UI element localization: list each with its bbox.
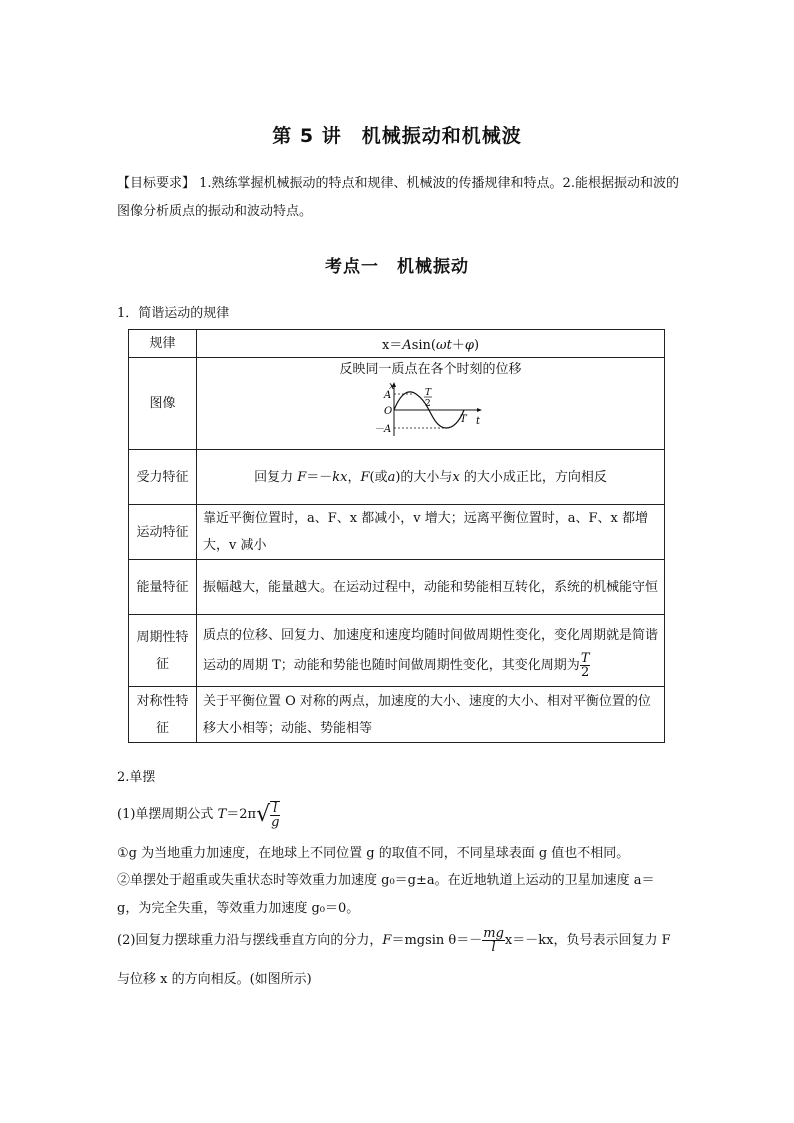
force-a: a [387, 469, 396, 485]
table-row-law [129, 330, 665, 358]
force-text-c: ， [347, 469, 361, 485]
shm-formula [197, 330, 665, 358]
formula-end: ) [473, 338, 480, 353]
graph-label-A: A [383, 390, 391, 401]
shm-graph [373, 381, 486, 440]
table-row-motion [129, 505, 665, 560]
table-row-symmetry [129, 687, 665, 743]
graph-label-t: t [475, 416, 480, 427]
formula-amplitude: A [402, 338, 412, 353]
table-row-force [129, 450, 665, 505]
pendulum-period-formula [117, 798, 682, 832]
pendulum-note-2a: ②单摆处于超重或失重状态时等效重力加速度 g₀＝g±a。在近地轨道上运动的卫星加速度 a＝ [117, 873, 655, 888]
restoring-force-line-2: 与位移 x 的方向相反。(如图所示) [117, 972, 312, 987]
graph-label-negA: －A [373, 424, 391, 435]
restoring-text-b: ＝mgsin θ＝－ [391, 933, 483, 948]
period-fraction [580, 652, 591, 679]
graph-label-O: O [383, 406, 392, 417]
row-head-motion: 运动特征 [129, 505, 197, 560]
graph-label-x: x [388, 381, 395, 392]
graph-t-arrow [477, 408, 482, 412]
pendulum-p1-text: (1)单摆周期公式 [117, 807, 218, 822]
item1-heading: 1．简谐运动的规律 [117, 306, 230, 321]
learning-goals [117, 170, 679, 226]
period-frac-num: T [580, 650, 590, 666]
force-F2: F [360, 469, 370, 485]
pendulum-p1-eq: ＝2π [226, 807, 257, 822]
force-kx: kx [332, 469, 348, 485]
sqrt-frac-num: l [270, 802, 280, 816]
lecture-title: 第 5 讲 机械振动和机械波 [272, 125, 522, 147]
table-row-energy [129, 560, 665, 615]
restoring-text-a: (2)回复力摆球重力沿与摆线垂直方向的分力， [117, 933, 383, 948]
pendulum-note-2b: g，为完全失重，等效重力加速度 g₀＝0。 [117, 901, 360, 916]
row-head-energy: 能量特征 [129, 560, 197, 615]
energy-text: 振幅越大，能量越大。在运动过程中，动能和势能相互转化，系统的机械能守恒 [197, 560, 665, 615]
formula-prefix: x＝ [381, 338, 403, 353]
pendulum-note-1: ①g 为当地重力加速度，在地球上不同位置 g 的取值不同，不同星球表面 g 值也不相同。 [117, 846, 630, 861]
row-head-force: 受力特征 [129, 450, 197, 505]
formula-omega-t: ωt [435, 338, 452, 353]
sqrt-sign: √ [256, 801, 271, 827]
force-F1: F [297, 469, 307, 485]
row-head-graph: 图像 [129, 358, 197, 450]
period-frac-den: 2 [581, 664, 590, 680]
restoring-fraction [482, 927, 505, 954]
pendulum-p1-T: T [217, 807, 227, 822]
motion-text: 靠近平衡位置时，a、F、x 都减小，v 增大；远离平衡位置时，a、F、x 都增大，v 减小 [197, 505, 665, 560]
restoring-text-c: x＝－kx，负号表示回复力 F [504, 933, 671, 948]
shm-rules-table [128, 329, 665, 743]
period-cell [197, 615, 665, 687]
graph-label-half-T-den: 2 [424, 399, 431, 409]
table-row-period [129, 615, 665, 687]
section-heading: 考点一 机械振动 [325, 257, 469, 277]
force-text-d: (或 [369, 469, 388, 485]
force-text-e: )的大小与 [395, 469, 453, 485]
item2-heading: 2.单摆 [117, 770, 156, 785]
graph-label-half-T-num: T [424, 388, 431, 398]
force-x: x [452, 469, 460, 485]
sqrt-fraction [270, 801, 280, 829]
formula-sin: sin( [411, 338, 436, 353]
goal-text: 1.熟练掌握机械振动的特点和规律、机械波的传播规律和特点。2.能根据振动和波的图像分析质点的振动和波动特点。 [117, 176, 679, 219]
force-text [197, 450, 665, 505]
graph-caption: 反映同一质点在各个时刻的位移 [339, 362, 522, 377]
graph-cell [197, 358, 665, 450]
restoring-force-line [117, 926, 682, 956]
restoring-F: F [382, 933, 392, 948]
graph-label-T: T [459, 414, 467, 425]
restoring-frac-num: mg [483, 926, 504, 941]
symmetry-text: 关于平衡位置 O 对称的两点，加速度的大小、速度的大小、相对平衡位置的位移大小相等；动能、势能相等 [197, 687, 665, 743]
restoring-frac-den: l [491, 940, 496, 955]
goal-tag: 【目标要求】 [117, 176, 196, 191]
table-row-graph [129, 358, 665, 450]
force-text-b: ＝－ [306, 469, 333, 485]
row-head-symmetry: 对称性特征 [129, 687, 197, 743]
row-head-law: 规律 [129, 330, 197, 358]
period-text: 质点的位移、回复力、加速度和速度均随时间做周期性变化，变化周期就是简谐运动的周期 T；动能和势能也随时间做周期性变化，其变化周期为 [203, 627, 659, 673]
formula-phi: φ [464, 338, 474, 353]
row-head-period: 周期性特征 [129, 615, 197, 687]
sqrt-frac-den: g [271, 814, 280, 830]
force-text-a: 回复力 [254, 469, 298, 485]
formula-plus: ＋ [451, 338, 465, 353]
force-text-f: 的大小成正比，方向相反 [459, 469, 607, 485]
